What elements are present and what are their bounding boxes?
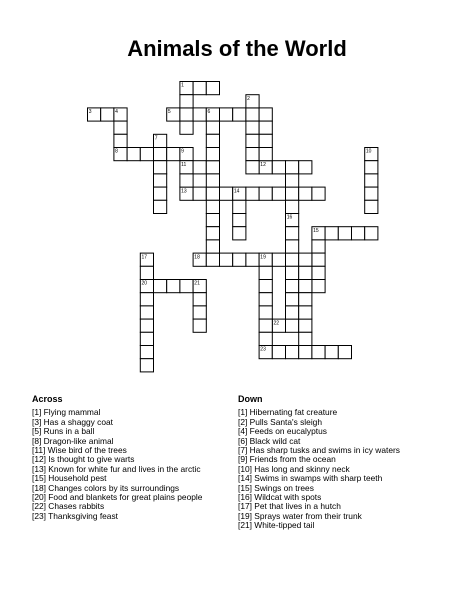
- crossword-cell: [286, 240, 299, 253]
- crossword-cell: [286, 266, 299, 279]
- crossword-cell: [338, 227, 351, 240]
- crossword-cell: [299, 266, 312, 279]
- crossword-cell: [206, 148, 219, 161]
- crossword-cell: [206, 227, 219, 240]
- across-clue: [11] Wise bird of the trees: [32, 445, 127, 456]
- crossword-cell: [233, 214, 246, 227]
- crossword-cell: [286, 174, 299, 187]
- clue-number: 19: [260, 254, 266, 261]
- crossword-cell: [259, 332, 272, 345]
- clue-number: 4: [115, 109, 118, 116]
- crossword-cell: [233, 253, 246, 266]
- down-clue: [14] Swims in swamps with sharp teeth: [238, 473, 383, 484]
- crossword-cell: [286, 253, 299, 266]
- crossword-cell: [140, 319, 153, 332]
- crossword-cell: [286, 306, 299, 319]
- crossword-cell: [193, 82, 206, 95]
- crossword-cell: [180, 95, 193, 108]
- crossword-cell: [312, 346, 325, 359]
- crossword-cell: [206, 187, 219, 200]
- crossword-cell: [299, 306, 312, 319]
- clue-number: 11: [181, 161, 187, 168]
- across-heading: Across: [32, 394, 63, 404]
- crossword-cell: [259, 134, 272, 147]
- crossword-cell: [220, 253, 233, 266]
- crossword-cell: [220, 108, 233, 121]
- crossword-cell: [299, 280, 312, 293]
- across-clue: [5] Runs in a ball: [32, 426, 95, 437]
- crossword-cell: [312, 266, 325, 279]
- crossword-cell: [312, 253, 325, 266]
- crossword-cell: [154, 148, 167, 161]
- down-clues: [238, 395, 400, 531]
- crossword-cell: [325, 346, 338, 359]
- down-clue: [4] Feeds on eucalyptus: [238, 426, 327, 437]
- clue-number: 18: [194, 254, 200, 261]
- crossword-cell: [140, 266, 153, 279]
- crossword-cell: [154, 200, 167, 213]
- crossword-cell: [246, 148, 259, 161]
- crossword-cell: [272, 161, 285, 174]
- crossword-cell: [193, 319, 206, 332]
- down-clue: [21] White-tipped tail: [238, 520, 315, 531]
- crossword-cell: [365, 161, 378, 174]
- crossword-cell: [220, 187, 233, 200]
- crossword-cell: [365, 174, 378, 187]
- crossword-cell: [127, 148, 140, 161]
- crossword-cell: [114, 134, 127, 147]
- across-clue: [22] Chases rabbits: [32, 501, 105, 512]
- crossword-cell: [193, 108, 206, 121]
- page-title: Animals of the World: [127, 36, 347, 61]
- crossword-cell: [352, 227, 365, 240]
- down-clue: [17] Pet that lives in a hutch: [238, 501, 341, 512]
- crossword-cell: [286, 187, 299, 200]
- clue-number: 5: [167, 109, 171, 116]
- crossword-cell: [338, 346, 351, 359]
- crossword-cell: [140, 293, 153, 306]
- down-clue: [16] Wildcat with spots: [238, 492, 322, 503]
- crossword-cell: [167, 280, 180, 293]
- across-clue: [3] Has a shaggy coat: [32, 416, 114, 427]
- crossword-cell: [206, 253, 219, 266]
- clue-number: 17: [141, 254, 148, 261]
- clue-number: 7: [154, 135, 158, 142]
- crossword-cell: [206, 161, 219, 174]
- crossword-cell: [206, 200, 219, 213]
- crossword-cell: [206, 174, 219, 187]
- across-clue: [1] Flying mammal: [32, 407, 101, 418]
- clue-number: 13: [181, 188, 187, 195]
- crossword-cell: [299, 346, 312, 359]
- crossword-cell: [193, 293, 206, 306]
- crossword-cell: [246, 108, 259, 121]
- crossword-cell: [154, 187, 167, 200]
- down-clue: [9] Friends from the ocean: [238, 454, 336, 465]
- crossword-cell: [140, 306, 153, 319]
- crossword-cell: [259, 293, 272, 306]
- down-clue: [19] Sprays water from their trunk: [238, 510, 362, 521]
- clue-number: 14: [233, 188, 240, 195]
- crossword-cell: [246, 187, 259, 200]
- crossword-cell: [180, 174, 193, 187]
- crossword-cell: [246, 134, 259, 147]
- crossword-cell: [286, 293, 299, 306]
- crossword-cell: [246, 161, 259, 174]
- crossword-cell: [140, 332, 153, 345]
- clue-number: 10: [365, 148, 372, 155]
- crossword-cell: [233, 108, 246, 121]
- across-clue: [8] Dragon-like animal: [32, 435, 114, 446]
- crossword-cell: [246, 253, 259, 266]
- clue-number: 9: [181, 148, 184, 155]
- clue-number: 12: [260, 161, 266, 168]
- crossword-cell: [286, 200, 299, 213]
- across-clue: [13] Known for white fur and lives in the arctic: [32, 463, 201, 474]
- clue-number: 8: [115, 148, 118, 155]
- down-clue: [10] Has long and skinny neck: [238, 463, 350, 474]
- crossword-cell: [286, 161, 299, 174]
- crossword-cell: [299, 253, 312, 266]
- across-clues: [32, 395, 202, 521]
- crossword-cell: [180, 121, 193, 134]
- crossword-cell: [272, 253, 285, 266]
- across-clue: [23] Thanksgiving feast: [32, 510, 118, 521]
- crossword-cell: [365, 187, 378, 200]
- crossword-cell: [154, 174, 167, 187]
- crossword-cell: [325, 227, 338, 240]
- crossword-cell: [259, 187, 272, 200]
- clue-number: 1: [181, 82, 184, 89]
- crossword-cell: [299, 161, 312, 174]
- crossword-cell: [259, 148, 272, 161]
- clue-number: 21: [194, 280, 200, 287]
- clue-number: 15: [313, 227, 319, 234]
- across-clue: [20] Food and blankets for great plains people: [32, 492, 203, 503]
- crossword-cell: [193, 187, 206, 200]
- clue-number: 6: [207, 109, 211, 116]
- crossword-cell: [206, 214, 219, 227]
- crossword-cell: [299, 332, 312, 345]
- crossword-cell: [286, 280, 299, 293]
- down-clue: [6] Black wild cat: [238, 435, 301, 446]
- crossword-cell: [140, 346, 153, 359]
- across-clue: [12] Is thought to give warts: [32, 454, 135, 465]
- crossword-cell: [140, 148, 153, 161]
- clue-number: 23: [260, 346, 266, 353]
- down-clue: [1] Hibernating fat creature: [238, 407, 338, 418]
- crossword-cell: [140, 359, 153, 372]
- clue-number: 2: [247, 95, 250, 102]
- crossword-cell: [312, 240, 325, 253]
- crossword-cell: [206, 134, 219, 147]
- crossword-cell: [180, 108, 193, 121]
- crossword-cell: [259, 108, 272, 121]
- crossword-cell: [259, 280, 272, 293]
- crossword-cell: [114, 121, 127, 134]
- crossword-cell: [312, 280, 325, 293]
- crossword-cell: [233, 200, 246, 213]
- crossword-cell: [299, 319, 312, 332]
- crossword-cell: [193, 306, 206, 319]
- crossword-cell: [365, 200, 378, 213]
- crossword-cell: [167, 148, 180, 161]
- crossword-cell: [259, 266, 272, 279]
- clue-number: 16: [286, 214, 293, 221]
- crossword-cell: [286, 227, 299, 240]
- crossword-cell: [365, 227, 378, 240]
- down-clue: [2] Pulls Santa's sleigh: [238, 416, 322, 427]
- crossword-cell: [259, 319, 272, 332]
- crossword-cell: [206, 82, 219, 95]
- crossword-cell: [154, 161, 167, 174]
- crossword-cell: [272, 346, 285, 359]
- crossword-cell: [272, 187, 285, 200]
- down-clue: [15] Swings on trees: [238, 482, 314, 493]
- crossword-cell: [206, 240, 219, 253]
- clue-number: 20: [141, 280, 148, 287]
- clue-number: 22: [273, 320, 280, 327]
- across-clue: [18] Changes colors by its surroundings: [32, 482, 180, 493]
- crossword-cell: [193, 161, 206, 174]
- crossword-cell: [101, 108, 114, 121]
- crossword-cell: [299, 187, 312, 200]
- crossword-cell: [154, 280, 167, 293]
- crossword-cell: [312, 187, 325, 200]
- crossword-cell: [299, 293, 312, 306]
- clue-number: 3: [88, 109, 92, 116]
- down-clue: [7] Has sharp tusks and swims in icy waters: [238, 445, 400, 456]
- crossword-cell: [246, 121, 259, 134]
- crossword-cell: [206, 121, 219, 134]
- down-heading: Down: [238, 394, 263, 404]
- crossword-cell: [259, 306, 272, 319]
- crossword-cell: [259, 121, 272, 134]
- crossword-cell: [180, 280, 193, 293]
- crossword-cell: [286, 346, 299, 359]
- crossword-cell: [286, 319, 299, 332]
- across-clue: [15] Household pest: [32, 473, 107, 484]
- crossword-cell: [233, 227, 246, 240]
